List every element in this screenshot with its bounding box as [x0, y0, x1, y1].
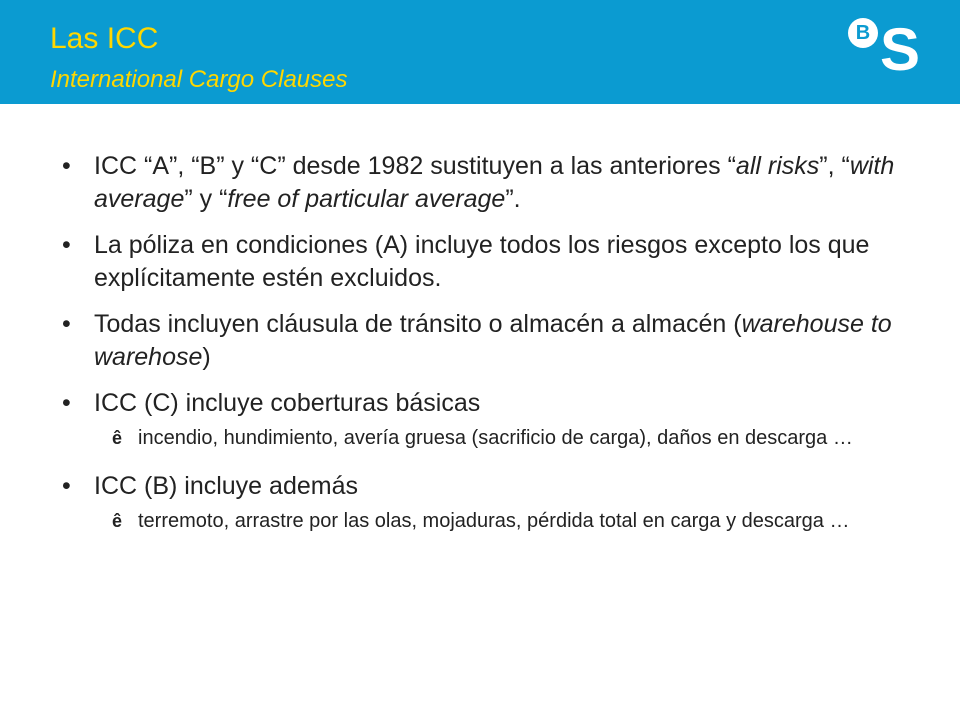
sub-bullet-marker: ê: [112, 428, 123, 448]
bullet-text-part: ): [202, 343, 211, 371]
bullet-text-italic: free of particular average: [227, 185, 506, 213]
bullet-text: ICC (C) incluye coberturas básicas: [94, 389, 481, 417]
bullet-text-part: ”.: [505, 185, 521, 213]
sub-item-icc-c-coberturas: [62, 425, 902, 452]
header-band: [0, 0, 960, 104]
bullet-item-icc-abc: [62, 150, 902, 216]
bullet-item-icc-c: [62, 387, 902, 420]
slide-content: [62, 150, 902, 553]
bullet-marker: •: [62, 231, 71, 259]
bullet-marker: •: [62, 310, 71, 338]
bullet-text-italic: all risks: [735, 152, 820, 180]
slide-title: Las ICC: [50, 22, 159, 55]
bullet-item-icc-b: [62, 470, 902, 503]
bullet-text-part: ” y “: [184, 185, 228, 213]
bullet-text-part: ICC “A”, “B” y “C” desde 1982 sustituyen a las anteriores “: [94, 152, 736, 180]
bullet-item-transito: [62, 308, 902, 374]
slide-subtitle: International Cargo Clauses: [50, 66, 348, 93]
logo-s-letter: S: [880, 16, 921, 83]
sub-item-text: terremoto, arrastre por las olas, mojaduras, pérdida total en carga y descarga …: [138, 510, 850, 532]
bullet-text-part: Todas incluyen cláusula de tránsito o almacén a almacén (: [94, 310, 742, 338]
bullet-text-part: ”, “: [819, 152, 850, 180]
sub-bullet-marker: ê: [112, 511, 123, 531]
bullet-text-italic: warehouse to warehose: [94, 310, 892, 371]
bullet-text: ICC (B) incluye además: [94, 472, 358, 500]
bullet-marker: •: [62, 389, 71, 417]
bullet-marker: •: [62, 152, 71, 180]
bullet-text-italic: with average: [94, 152, 895, 213]
bullet-item-poliza-a: [62, 229, 902, 295]
sub-item-icc-b-coberturas: [62, 508, 902, 535]
logo-b-circle: B: [848, 18, 878, 48]
bullet-text: La póliza en condiciones (A) incluye todos los riesgos excepto los que explícitamente estén excluidos.: [94, 231, 870, 292]
sub-item-text: incendio, hundimiento, avería gruesa (sacrificio de carga), daños en descarga …: [138, 427, 853, 449]
bullet-marker: •: [62, 472, 71, 500]
bank-logo: [848, 16, 928, 83]
